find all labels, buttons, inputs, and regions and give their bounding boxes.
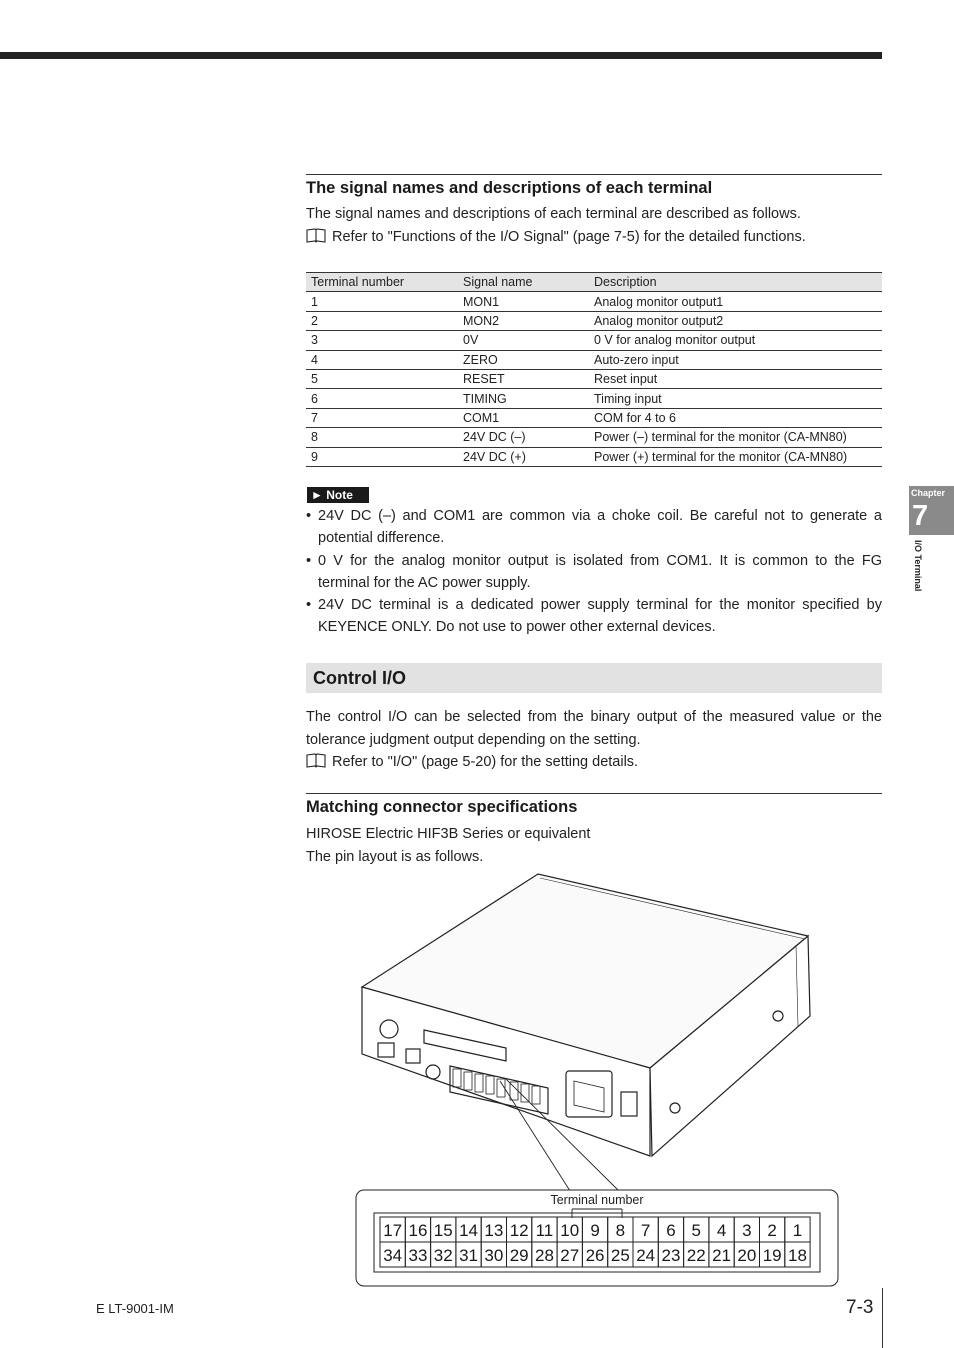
note-item: • 24V DC terminal is a dedicated power supply terminal for the monitor specified by KEYENCE ONLY. Do not use to power other external devices. [306,594,882,639]
table-cell: MON2 [458,311,589,330]
pin-number: 21 [712,1246,732,1265]
table-cell: Power (+) terminal for the monitor (CA-MN80) [589,447,882,466]
pin-number: 26 [585,1246,605,1265]
pin-number: 23 [661,1246,681,1265]
chapter-number: 7 [912,500,929,532]
pin-number: 29 [509,1246,529,1265]
pin-number: 34 [383,1246,403,1265]
table-cell: 2 [306,311,458,330]
pin-number: 33 [408,1246,428,1265]
table-row [306,389,882,408]
table-cell: Analog monitor output1 [589,292,882,311]
table-cell: 24V DC (+) [458,447,589,466]
pin-number: 16 [408,1221,428,1240]
column-header-signal: Signal name [458,273,589,292]
pin-number: 9 [590,1221,600,1240]
table-cell: Analog monitor output2 [589,311,882,330]
book-icon [306,753,326,768]
table-row [306,292,882,311]
chapter-side-label: I/O Terminal [913,540,923,592]
table-cell: 6 [306,389,458,408]
table-cell: MON1 [458,292,589,311]
device-pin-layout-figure [340,866,850,1290]
control-io-reference [306,751,882,774]
book-icon [306,228,326,243]
connector-spec-line: The pin layout is as follows. [306,848,484,865]
pin-number: 22 [686,1246,706,1265]
control-io-text: The control I/O can be selected from the binary output of the measured value or the tolerance judgment output depending on the setting. [306,709,882,748]
table-cell: 9 [306,447,458,466]
table-cell: 0V [458,331,589,350]
note-badge: ► Note [307,487,369,503]
pin-number: 20 [737,1246,757,1265]
table-row [306,311,882,330]
pin-number: 2 [767,1221,777,1240]
pin-number: 6 [666,1221,676,1240]
chapter-word: Chapter [911,488,946,498]
pin-number: 30 [484,1246,504,1265]
table-row [306,369,882,388]
pin-number: 4 [716,1221,727,1240]
table-cell: ZERO [458,350,589,369]
pin-number: 24 [636,1246,656,1265]
pin-number: 15 [433,1221,453,1240]
table-cell: COM1 [458,408,589,427]
table-row [306,331,882,350]
pin-number: 3 [742,1221,752,1240]
table-cell: 7 [306,408,458,427]
table-cell: RESET [458,369,589,388]
document-code: E LT-9001-IM [96,1301,174,1316]
pin-number: 14 [459,1221,479,1240]
pin-number: 1 [792,1221,803,1240]
section-heading-connector: Matching connector specifications [306,793,882,817]
table-row [306,350,882,369]
table-cell: 8 [306,428,458,447]
note-list [306,505,882,639]
pin-number: 5 [691,1221,701,1240]
pin-number: 19 [762,1246,782,1265]
table-row [306,428,882,447]
section-heading-signals: The signal names and descriptions of each terminal [306,174,882,198]
chapter-tab [909,486,954,535]
table-cell: 3 [306,331,458,350]
pin-number: 25 [610,1246,630,1265]
page-rule [882,1288,883,1348]
table-cell: 1 [306,292,458,311]
note-item: • 24V DC (–) and COM1 are common via a choke coil. Be careful not to generate a potential difference. [306,505,882,550]
table-cell: Reset input [589,369,882,388]
connector-spec-line: HIROSE Electric HIF3B Series or equivalent [306,826,591,842]
signals-reference-text: Refer to "Functions of the I/O Signal" (page 7-5) for the detailed functions. [332,228,806,245]
table-cell: TIMING [458,389,589,408]
pin-number: 10 [560,1221,580,1240]
pin-number: 32 [433,1246,453,1265]
table-row [306,447,882,466]
signals-intro [306,203,882,248]
control-io-title: Control I/O [306,663,882,693]
pin-number: 18 [787,1246,807,1265]
table-cell: COM for 4 to 6 [589,408,882,427]
pin-number: 17 [383,1221,403,1240]
pin-grid [380,1217,810,1267]
table-cell: 5 [306,369,458,388]
signal-table [306,272,882,467]
connector-specs [306,823,882,868]
pin-number: 11 [535,1221,554,1240]
table-cell: 4 [306,350,458,369]
table-row [306,408,882,427]
signals-reference [306,226,882,249]
note-item: • 0 V for the analog monitor output is isolated from COM1. It is common to the FG terminal for the AC power supply. [306,550,882,595]
table-cell: Power (–) terminal for the monitor (CA-MN80) [589,428,882,447]
page-number: 7-3 [846,1297,874,1318]
column-header-terminal: Terminal number [306,273,458,292]
table-cell: 0 V for analog monitor output [589,331,882,350]
pin-number: 28 [534,1246,554,1265]
top-rule [0,52,882,59]
pin-number: 31 [459,1246,479,1265]
device-illustration [362,874,810,1194]
pin-number: 12 [509,1221,529,1240]
terminal-number-label: Terminal number [550,1193,644,1207]
table-cell: 24V DC (–) [458,428,589,447]
pin-number: 7 [640,1221,651,1240]
column-header-description: Description [589,273,882,292]
signals-intro-text: The signal names and descriptions of each terminal are described as follows. [306,206,801,222]
control-io-reference-text: Refer to "I/O" (page 5-20) for the setting details. [332,754,639,770]
table-cell: Auto-zero input [589,350,882,369]
control-io-body [306,706,882,774]
table-header-row [306,273,882,292]
table-cell: Timing input [589,389,882,408]
pin-number: 27 [560,1246,580,1265]
pin-number: 13 [484,1221,504,1240]
pin-number: 8 [615,1221,626,1240]
